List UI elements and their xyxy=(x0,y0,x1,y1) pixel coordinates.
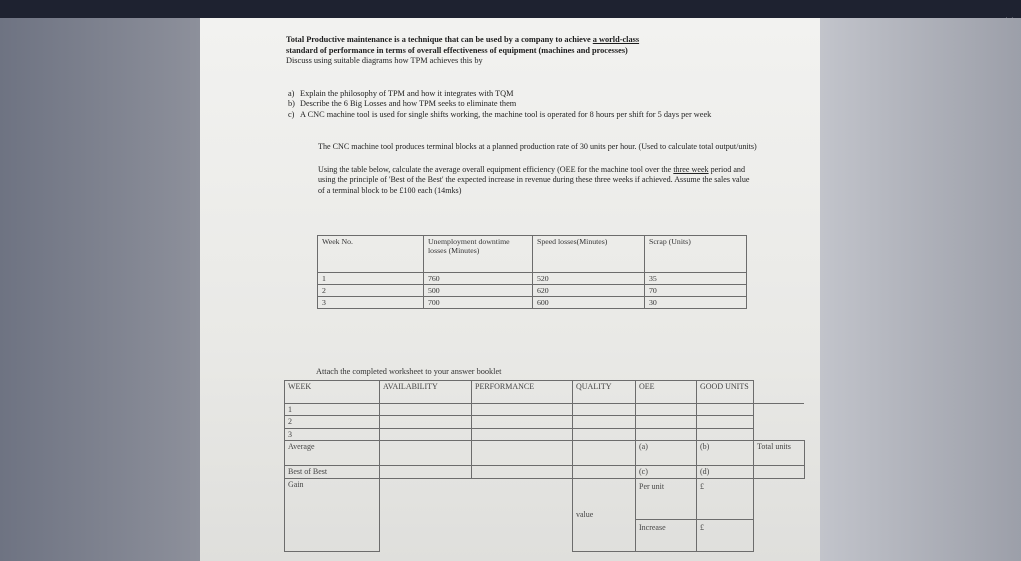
cell: 760 xyxy=(424,273,533,285)
best-good-units-cell[interactable]: (d) xyxy=(697,466,754,478)
table-header-row xyxy=(285,381,805,404)
header-availability: AVAILABILITY xyxy=(380,381,472,404)
question-marker: a) xyxy=(288,89,295,98)
question-text: Explain the philosophy of TPM and how it integrates with TQM xyxy=(300,89,514,98)
cell: 3 xyxy=(318,297,424,309)
instruction-text-b: period and using the principle of 'Best of the Best' the expected increase in revenue during these three weeks if achieved. Assume the sales value of a terminal block to be £100 each (14mks) xyxy=(318,165,750,195)
blank-cell[interactable] xyxy=(380,441,472,466)
blank-cell xyxy=(754,404,805,416)
table-row xyxy=(285,478,805,551)
value-label: value xyxy=(573,478,636,551)
table-row xyxy=(285,466,805,478)
instruction-paragraph xyxy=(318,165,758,196)
table-row xyxy=(318,297,747,309)
question-text: Describe the 6 Big Losses and how TPM seeks to eliminate them xyxy=(300,99,517,108)
table-row xyxy=(285,428,805,440)
oee-worksheet-table xyxy=(284,380,805,552)
document-page xyxy=(200,18,820,561)
blank-cell xyxy=(472,478,573,551)
header-oee: OEE xyxy=(636,381,697,404)
table-header-row xyxy=(318,236,747,273)
blank-cell[interactable] xyxy=(380,416,472,428)
blank-cell[interactable] xyxy=(636,428,697,440)
increase-value-cell[interactable]: £ xyxy=(700,522,704,532)
intro-rest: Discuss using suitable diagrams how TPM achieves this by xyxy=(286,56,483,66)
avg-good-units-cell[interactable]: (b) xyxy=(697,441,754,466)
intro-underlined: a world-class xyxy=(592,35,640,44)
week-cell: 3 xyxy=(285,428,380,440)
header-good-units: GOOD UNITS xyxy=(697,381,754,404)
blank-cell[interactable] xyxy=(573,404,636,416)
header-performance: PERFORMANCE xyxy=(472,381,573,404)
blank-cell xyxy=(754,416,805,428)
blank-cell[interactable] xyxy=(754,466,805,478)
question-marker: c) xyxy=(288,110,295,119)
attach-note: Attach the completed worksheet to your answer booklet xyxy=(316,367,502,376)
losses-table xyxy=(317,235,747,309)
gain-oee-column xyxy=(636,478,697,551)
cell: 620 xyxy=(533,285,645,297)
blank-cell[interactable] xyxy=(472,441,573,466)
cell: 520 xyxy=(533,273,645,285)
window-title-bar xyxy=(0,0,1021,18)
header-week-no: Week No. xyxy=(318,236,424,273)
blank-cell[interactable] xyxy=(636,404,697,416)
blank-cell[interactable] xyxy=(573,466,636,478)
total-units-label: Total units xyxy=(754,441,805,466)
header-scrap: Scrap (Units) xyxy=(645,236,747,273)
cell: 35 xyxy=(645,273,747,285)
table-row xyxy=(285,404,805,416)
background-right xyxy=(820,18,1021,561)
best-of-best-label: Best of Best xyxy=(285,466,380,478)
production-rate-paragraph: The CNC machine tool produces terminal blocks at a planned production rate of 30 units per hour. (Used to calculate total output/units) xyxy=(318,142,757,151)
blank-cell[interactable] xyxy=(380,466,472,478)
blank-cell[interactable] xyxy=(636,416,697,428)
blank-cell[interactable] xyxy=(472,416,573,428)
blank-cell[interactable] xyxy=(380,428,472,440)
blank-cell[interactable] xyxy=(573,428,636,440)
average-label: Average xyxy=(285,441,380,466)
intro-bold-end: standard of performance in terms of overall effectiveness of equipment (machines and processes) xyxy=(286,45,628,55)
background-left xyxy=(0,18,200,561)
blank-cell xyxy=(754,381,805,404)
cell: 600 xyxy=(533,297,645,309)
table-row xyxy=(285,441,805,466)
blank-cell[interactable] xyxy=(697,428,754,440)
header-speed-losses: Speed losses(Minutes) xyxy=(533,236,645,273)
cell: 1 xyxy=(318,273,424,285)
cell: 70 xyxy=(645,285,747,297)
week-cell: 1 xyxy=(285,404,380,416)
week-cell: 2 xyxy=(285,416,380,428)
blank-cell xyxy=(754,428,805,440)
instruction-underlined: three week xyxy=(673,165,709,174)
blank-cell[interactable] xyxy=(573,441,636,466)
question-text: A CNC machine tool is used for single shifts working, the machine tool is operated for 8 hours per shift for 5 days per week xyxy=(300,110,712,119)
question-marker: b) xyxy=(288,99,295,108)
cell: 30 xyxy=(645,297,747,309)
blank-cell[interactable] xyxy=(573,416,636,428)
increase-label: Increase xyxy=(639,522,666,532)
header-quality: QUALITY xyxy=(573,381,636,404)
table-row xyxy=(285,416,805,428)
table-row xyxy=(318,273,747,285)
header-week: WEEK xyxy=(285,381,380,404)
gain-label: Gain xyxy=(285,478,380,551)
cell: 700 xyxy=(424,297,533,309)
per-unit-value-cell[interactable]: £ xyxy=(697,479,753,520)
per-unit-label: Per unit xyxy=(636,479,696,520)
cell: 2 xyxy=(318,285,424,297)
blank-cell[interactable] xyxy=(472,404,573,416)
intro-bold-start: Total Productive maintenance is a technique that can be used by a company to achieve xyxy=(286,35,593,44)
blank-cell[interactable] xyxy=(380,404,472,416)
blank-cell xyxy=(380,478,472,551)
gain-value-column xyxy=(697,478,754,551)
header-downtime: Unemployment downtime losses (Minutes) xyxy=(424,236,533,273)
instruction-text-a: Using the table below, calculate the average overall equipment efficiency (OEE for the machine tool over the xyxy=(318,165,674,174)
blank-cell[interactable] xyxy=(697,404,754,416)
question-intro xyxy=(286,35,756,67)
cell: 500 xyxy=(424,285,533,297)
blank-cell[interactable] xyxy=(472,428,573,440)
blank-cell xyxy=(754,478,805,551)
best-oee-cell[interactable]: (c) xyxy=(636,466,697,478)
avg-oee-cell[interactable]: (a) xyxy=(636,441,697,466)
table-row xyxy=(318,285,747,297)
blank-cell[interactable] xyxy=(697,416,754,428)
blank-cell[interactable] xyxy=(472,466,573,478)
